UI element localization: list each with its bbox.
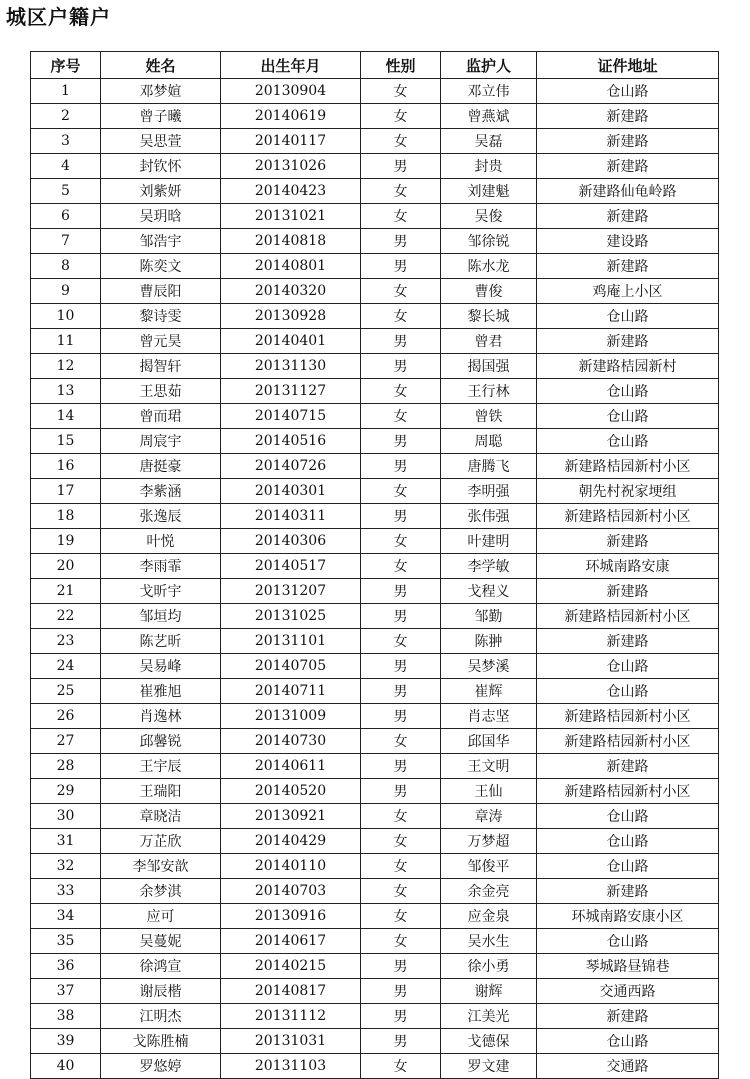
table-row xyxy=(31,979,719,1004)
cell-address: 新建路 xyxy=(537,879,719,904)
cell-no: 13 xyxy=(31,379,101,404)
table-row xyxy=(31,829,719,854)
cell-sex: 男 xyxy=(361,229,441,254)
cell-dob: 20131021 xyxy=(221,204,361,229)
cell-sex: 女 xyxy=(361,129,441,154)
cell-dob: 20140715 xyxy=(221,404,361,429)
table-row xyxy=(31,679,719,704)
cell-guardian: 曹俊 xyxy=(441,279,537,304)
cell-name: 邓梦媗 xyxy=(101,79,221,104)
cell-no: 29 xyxy=(31,779,101,804)
cell-dob: 20140301 xyxy=(221,479,361,504)
cell-no: 7 xyxy=(31,229,101,254)
cell-address: 交通路 xyxy=(537,1054,719,1079)
table-row xyxy=(31,529,719,554)
cell-guardian: 肖志坚 xyxy=(441,704,537,729)
cell-no: 16 xyxy=(31,454,101,479)
table-row xyxy=(31,304,719,329)
cell-name: 李邹安歆 xyxy=(101,854,221,879)
table-row xyxy=(31,879,719,904)
cell-dob: 20131112 xyxy=(221,1004,361,1029)
cell-sex: 男 xyxy=(361,1029,441,1054)
cell-dob: 20131025 xyxy=(221,604,361,629)
cell-name: 肖逸林 xyxy=(101,704,221,729)
cell-address: 环城南路安康 xyxy=(537,554,719,579)
cell-address: 仓山路 xyxy=(537,854,719,879)
cell-sex: 男 xyxy=(361,779,441,804)
table-row xyxy=(31,254,719,279)
cell-address: 仓山路 xyxy=(537,1029,719,1054)
cell-sex: 女 xyxy=(361,529,441,554)
cell-name: 戈昕宇 xyxy=(101,579,221,604)
roster-table xyxy=(30,51,719,1079)
header-row xyxy=(31,52,719,79)
cell-no: 24 xyxy=(31,654,101,679)
cell-name: 吴思萱 xyxy=(101,129,221,154)
cell-address: 新建路桔园新村小区 xyxy=(537,729,719,754)
cell-guardian: 余金亮 xyxy=(441,879,537,904)
table-row xyxy=(31,229,719,254)
cell-sex: 女 xyxy=(361,379,441,404)
cell-dob: 20131130 xyxy=(221,354,361,379)
cell-no: 10 xyxy=(31,304,101,329)
cell-sex: 男 xyxy=(361,704,441,729)
cell-no: 3 xyxy=(31,129,101,154)
cell-address: 新建路桔园新村小区 xyxy=(537,604,719,629)
cell-no: 19 xyxy=(31,529,101,554)
table-row xyxy=(31,779,719,804)
cell-dob: 20140801 xyxy=(221,254,361,279)
cell-dob: 20140429 xyxy=(221,829,361,854)
table-row xyxy=(31,1054,719,1079)
cell-no: 4 xyxy=(31,154,101,179)
cell-guardian: 曾铁 xyxy=(441,404,537,429)
cell-guardian: 吴梦溪 xyxy=(441,654,537,679)
cell-no: 23 xyxy=(31,629,101,654)
cell-dob: 20140517 xyxy=(221,554,361,579)
cell-name: 罗悠婷 xyxy=(101,1054,221,1079)
cell-guardian: 王文明 xyxy=(441,754,537,779)
cell-sex: 女 xyxy=(361,104,441,129)
cell-no: 27 xyxy=(31,729,101,754)
header-address: 证件地址 xyxy=(537,52,719,79)
cell-dob: 20131026 xyxy=(221,154,361,179)
cell-dob: 20140817 xyxy=(221,979,361,1004)
cell-guardian: 曾燕斌 xyxy=(441,104,537,129)
cell-sex: 女 xyxy=(361,279,441,304)
cell-address: 新建路 xyxy=(537,1004,719,1029)
table-row xyxy=(31,629,719,654)
cell-no: 9 xyxy=(31,279,101,304)
cell-guardian: 叶建明 xyxy=(441,529,537,554)
table-row xyxy=(31,804,719,829)
cell-guardian: 崔辉 xyxy=(441,679,537,704)
cell-no: 14 xyxy=(31,404,101,429)
cell-name: 陈艺昕 xyxy=(101,629,221,654)
table-row xyxy=(31,754,719,779)
cell-sex: 男 xyxy=(361,454,441,479)
cell-dob: 20140516 xyxy=(221,429,361,454)
cell-guardian: 陈翀 xyxy=(441,629,537,654)
cell-address: 仓山路 xyxy=(537,804,719,829)
cell-sex: 男 xyxy=(361,979,441,1004)
cell-name: 李紫涵 xyxy=(101,479,221,504)
cell-name: 张逸辰 xyxy=(101,504,221,529)
cell-no: 8 xyxy=(31,254,101,279)
cell-address: 新建路桔园新村小区 xyxy=(537,704,719,729)
table-row xyxy=(31,279,719,304)
cell-sex: 男 xyxy=(361,154,441,179)
cell-dob: 20140818 xyxy=(221,229,361,254)
cell-name: 章晓洁 xyxy=(101,804,221,829)
header-sex: 性别 xyxy=(361,52,441,79)
cell-name: 崔雅旭 xyxy=(101,679,221,704)
cell-guardian: 曾君 xyxy=(441,329,537,354)
cell-no: 32 xyxy=(31,854,101,879)
cell-address: 新建路 xyxy=(537,129,719,154)
cell-sex: 男 xyxy=(361,954,441,979)
cell-sex: 女 xyxy=(361,629,441,654)
cell-guardian: 邱国华 xyxy=(441,729,537,754)
table-row xyxy=(31,479,719,504)
table-row xyxy=(31,1004,719,1029)
cell-no: 6 xyxy=(31,204,101,229)
cell-name: 吴玥晗 xyxy=(101,204,221,229)
cell-dob: 20140617 xyxy=(221,929,361,954)
cell-name: 曾而珺 xyxy=(101,404,221,429)
cell-guardian: 王行林 xyxy=(441,379,537,404)
cell-no: 34 xyxy=(31,904,101,929)
cell-dob: 20131101 xyxy=(221,629,361,654)
cell-address: 新建路 xyxy=(537,104,719,129)
cell-no: 2 xyxy=(31,104,101,129)
cell-sex: 女 xyxy=(361,879,441,904)
table-row xyxy=(31,554,719,579)
cell-guardian: 邹俊平 xyxy=(441,854,537,879)
cell-dob: 20130916 xyxy=(221,904,361,929)
cell-address: 新建路桔园新村 xyxy=(537,354,719,379)
cell-dob: 20140311 xyxy=(221,504,361,529)
cell-address: 新建路桔园新村小区 xyxy=(537,779,719,804)
cell-name: 余梦淇 xyxy=(101,879,221,904)
cell-guardian: 章涛 xyxy=(441,804,537,829)
header-no: 序号 xyxy=(31,52,101,79)
cell-no: 38 xyxy=(31,1004,101,1029)
header-name: 姓名 xyxy=(101,52,221,79)
cell-dob: 20140401 xyxy=(221,329,361,354)
cell-guardian: 谢辉 xyxy=(441,979,537,1004)
cell-no: 35 xyxy=(31,929,101,954)
cell-guardian: 江美光 xyxy=(441,1004,537,1029)
cell-address: 仓山路 xyxy=(537,679,719,704)
cell-dob: 20140320 xyxy=(221,279,361,304)
cell-name: 吴易峰 xyxy=(101,654,221,679)
cell-guardian: 邹徐锐 xyxy=(441,229,537,254)
cell-guardian: 李明强 xyxy=(441,479,537,504)
cell-sex: 男 xyxy=(361,329,441,354)
cell-name: 王思茹 xyxy=(101,379,221,404)
cell-no: 30 xyxy=(31,804,101,829)
table-row xyxy=(31,429,719,454)
cell-address: 朝先村祝家埂组 xyxy=(537,479,719,504)
cell-no: 12 xyxy=(31,354,101,379)
cell-dob: 20140215 xyxy=(221,954,361,979)
cell-guardian: 封贵 xyxy=(441,154,537,179)
cell-dob: 20140117 xyxy=(221,129,361,154)
cell-address: 新建路 xyxy=(537,529,719,554)
cell-no: 37 xyxy=(31,979,101,1004)
cell-dob: 20140520 xyxy=(221,779,361,804)
cell-address: 交通西路 xyxy=(537,979,719,1004)
roster-body xyxy=(31,79,719,1079)
cell-no: 33 xyxy=(31,879,101,904)
cell-no: 21 xyxy=(31,579,101,604)
cell-address: 仓山路 xyxy=(537,379,719,404)
cell-name: 邹浩宇 xyxy=(101,229,221,254)
table-row xyxy=(31,129,719,154)
cell-dob: 20131103 xyxy=(221,1054,361,1079)
cell-name: 邹垣均 xyxy=(101,604,221,629)
table-row xyxy=(31,854,719,879)
table-row xyxy=(31,454,719,479)
table-row xyxy=(31,404,719,429)
table-row xyxy=(31,1029,719,1054)
table-row xyxy=(31,104,719,129)
cell-dob: 20140619 xyxy=(221,104,361,129)
cell-name: 周宸宇 xyxy=(101,429,221,454)
cell-name: 刘紫妍 xyxy=(101,179,221,204)
cell-dob: 20131009 xyxy=(221,704,361,729)
cell-dob: 20140703 xyxy=(221,879,361,904)
table-row xyxy=(31,729,719,754)
cell-sex: 男 xyxy=(361,504,441,529)
table-row xyxy=(31,329,719,354)
table-row xyxy=(31,904,719,929)
cell-sex: 女 xyxy=(361,829,441,854)
cell-address: 仓山路 xyxy=(537,404,719,429)
cell-name: 应可 xyxy=(101,904,221,929)
cell-sex: 女 xyxy=(361,554,441,579)
cell-sex: 男 xyxy=(361,354,441,379)
cell-name: 曾子曦 xyxy=(101,104,221,129)
cell-no: 25 xyxy=(31,679,101,704)
cell-no: 20 xyxy=(31,554,101,579)
cell-dob: 20140726 xyxy=(221,454,361,479)
cell-guardian: 张伟强 xyxy=(441,504,537,529)
table-row xyxy=(31,654,719,679)
cell-address: 仓山路 xyxy=(537,654,719,679)
cell-sex: 男 xyxy=(361,429,441,454)
cell-name: 吴蔓妮 xyxy=(101,929,221,954)
cell-dob: 20140730 xyxy=(221,729,361,754)
cell-guardian: 王仙 xyxy=(441,779,537,804)
cell-name: 戈陈胜楠 xyxy=(101,1029,221,1054)
cell-guardian: 周聪 xyxy=(441,429,537,454)
cell-name: 叶悦 xyxy=(101,529,221,554)
cell-guardian: 吴水生 xyxy=(441,929,537,954)
cell-sex: 女 xyxy=(361,729,441,754)
cell-guardian: 揭国强 xyxy=(441,354,537,379)
cell-sex: 男 xyxy=(361,1004,441,1029)
table-row xyxy=(31,704,719,729)
cell-sex: 男 xyxy=(361,654,441,679)
cell-guardian: 黎长城 xyxy=(441,304,537,329)
cell-dob: 20140110 xyxy=(221,854,361,879)
cell-address: 新建路 xyxy=(537,154,719,179)
cell-sex: 女 xyxy=(361,79,441,104)
cell-sex: 男 xyxy=(361,754,441,779)
cell-sex: 男 xyxy=(361,679,441,704)
cell-address: 琴城路昼锦巷 xyxy=(537,954,719,979)
cell-sex: 女 xyxy=(361,204,441,229)
cell-no: 1 xyxy=(31,79,101,104)
cell-guardian: 万梦超 xyxy=(441,829,537,854)
cell-guardian: 邹勤 xyxy=(441,604,537,629)
cell-no: 5 xyxy=(31,179,101,204)
cell-guardian: 陈水龙 xyxy=(441,254,537,279)
page-title: 城区户籍户 xyxy=(6,5,111,29)
table-row xyxy=(31,354,719,379)
cell-no: 17 xyxy=(31,479,101,504)
cell-guardian: 戈德保 xyxy=(441,1029,537,1054)
cell-no: 18 xyxy=(31,504,101,529)
cell-guardian: 吴磊 xyxy=(441,129,537,154)
table-row xyxy=(31,954,719,979)
cell-name: 唐挺豪 xyxy=(101,454,221,479)
cell-guardian: 罗文建 xyxy=(441,1054,537,1079)
header-dob: 出生年月 xyxy=(221,52,361,79)
table-row xyxy=(31,79,719,104)
cell-sex: 女 xyxy=(361,854,441,879)
cell-no: 22 xyxy=(31,604,101,629)
cell-no: 31 xyxy=(31,829,101,854)
cell-no: 39 xyxy=(31,1029,101,1054)
cell-name: 陈奕文 xyxy=(101,254,221,279)
cell-address: 新建路 xyxy=(537,754,719,779)
cell-dob: 20131127 xyxy=(221,379,361,404)
cell-sex: 女 xyxy=(361,904,441,929)
cell-name: 曹辰阳 xyxy=(101,279,221,304)
table-row xyxy=(31,154,719,179)
cell-no: 40 xyxy=(31,1054,101,1079)
cell-address: 新建路 xyxy=(537,629,719,654)
cell-address: 新建路桔园新村小区 xyxy=(537,454,719,479)
cell-dob: 20140705 xyxy=(221,654,361,679)
cell-name: 黎诗雯 xyxy=(101,304,221,329)
cell-name: 万芷欣 xyxy=(101,829,221,854)
cell-guardian: 刘建魁 xyxy=(441,179,537,204)
cell-sex: 男 xyxy=(361,604,441,629)
table-row xyxy=(31,579,719,604)
cell-name: 王宇辰 xyxy=(101,754,221,779)
cell-address: 新建路 xyxy=(537,204,719,229)
cell-no: 11 xyxy=(31,329,101,354)
cell-guardian: 唐腾飞 xyxy=(441,454,537,479)
cell-name: 谢辰楷 xyxy=(101,979,221,1004)
cell-name: 李雨霏 xyxy=(101,554,221,579)
cell-dob: 20140711 xyxy=(221,679,361,704)
cell-name: 江明杰 xyxy=(101,1004,221,1029)
cell-sex: 女 xyxy=(361,179,441,204)
cell-name: 揭智轩 xyxy=(101,354,221,379)
cell-address: 鸡庵上小区 xyxy=(537,279,719,304)
header-guardian: 监护人 xyxy=(441,52,537,79)
cell-address: 新建路桔园新村小区 xyxy=(537,504,719,529)
cell-name: 徐鸿宣 xyxy=(101,954,221,979)
table-row xyxy=(31,179,719,204)
cell-dob: 20131207 xyxy=(221,579,361,604)
cell-guardian: 李学敏 xyxy=(441,554,537,579)
cell-sex: 女 xyxy=(361,929,441,954)
cell-name: 王瑞阳 xyxy=(101,779,221,804)
cell-dob: 20130921 xyxy=(221,804,361,829)
cell-address: 仓山路 xyxy=(537,829,719,854)
cell-address: 仓山路 xyxy=(537,304,719,329)
cell-address: 建设路 xyxy=(537,229,719,254)
cell-no: 26 xyxy=(31,704,101,729)
cell-dob: 20130928 xyxy=(221,304,361,329)
table-row xyxy=(31,604,719,629)
cell-address: 仓山路 xyxy=(537,79,719,104)
cell-address: 新建路仙龟岭路 xyxy=(537,179,719,204)
table-row xyxy=(31,379,719,404)
table-row xyxy=(31,929,719,954)
cell-guardian: 戈程义 xyxy=(441,579,537,604)
cell-sex: 女 xyxy=(361,404,441,429)
cell-sex: 女 xyxy=(361,804,441,829)
cell-address: 新建路 xyxy=(537,579,719,604)
cell-dob: 20131031 xyxy=(221,1029,361,1054)
cell-sex: 男 xyxy=(361,254,441,279)
cell-address: 仓山路 xyxy=(537,929,719,954)
cell-no: 28 xyxy=(31,754,101,779)
cell-name: 封钦怀 xyxy=(101,154,221,179)
cell-address: 新建路 xyxy=(537,329,719,354)
cell-address: 环城南路安康小区 xyxy=(537,904,719,929)
cell-sex: 女 xyxy=(361,1054,441,1079)
cell-no: 15 xyxy=(31,429,101,454)
cell-dob: 20140423 xyxy=(221,179,361,204)
table-row xyxy=(31,504,719,529)
cell-dob: 20140306 xyxy=(221,529,361,554)
cell-guardian: 吴俊 xyxy=(441,204,537,229)
cell-name: 邱馨锐 xyxy=(101,729,221,754)
cell-no: 36 xyxy=(31,954,101,979)
table-row xyxy=(31,204,719,229)
cell-address: 新建路 xyxy=(537,254,719,279)
cell-sex: 女 xyxy=(361,479,441,504)
cell-name: 曾元昊 xyxy=(101,329,221,354)
cell-guardian: 邓立伟 xyxy=(441,79,537,104)
cell-sex: 女 xyxy=(361,304,441,329)
cell-dob: 20140611 xyxy=(221,754,361,779)
cell-address: 仓山路 xyxy=(537,429,719,454)
cell-sex: 男 xyxy=(361,579,441,604)
cell-guardian: 徐小勇 xyxy=(441,954,537,979)
cell-dob: 20130904 xyxy=(221,79,361,104)
cell-guardian: 应金泉 xyxy=(441,904,537,929)
